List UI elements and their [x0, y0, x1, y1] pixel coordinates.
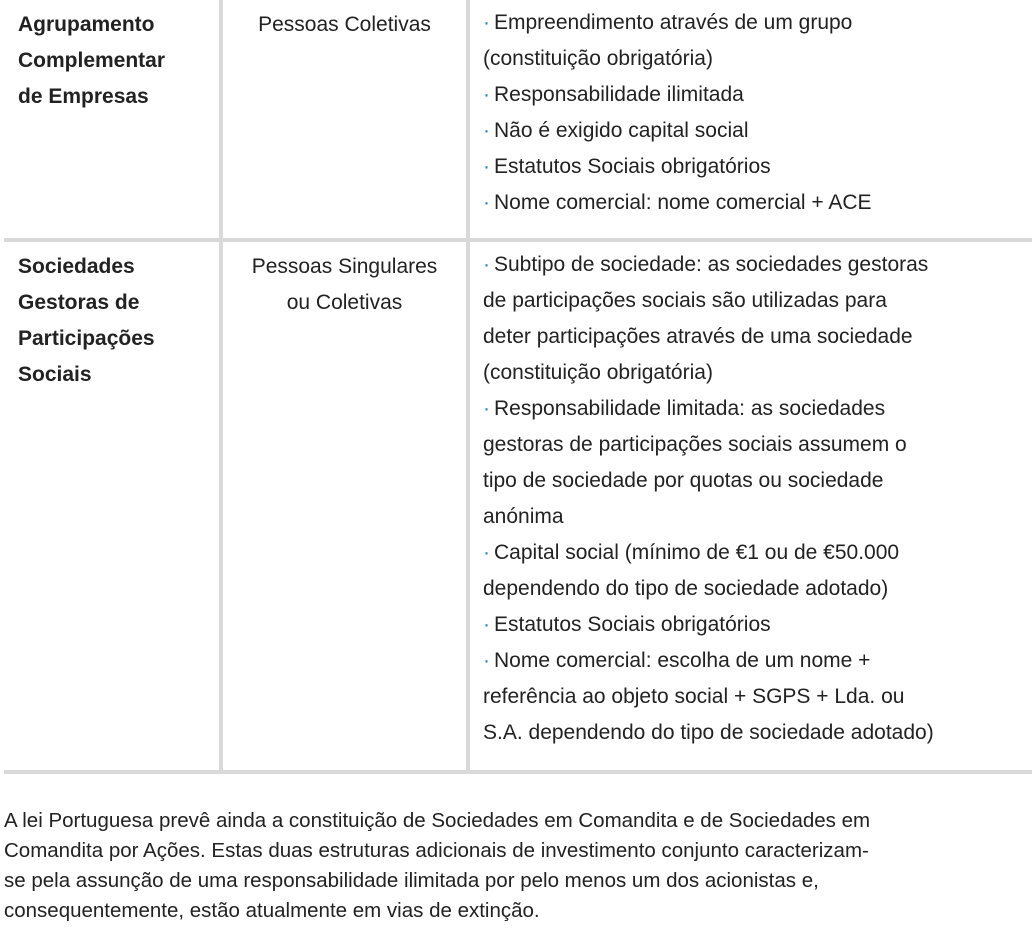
- paragraph-line: Comandita por Ações. Estas duas estruturas adicionais de investimento conjunto caracterizam-: [4, 839, 869, 862]
- entity-name-line: de Empresas: [18, 85, 149, 108]
- feature-item: [483, 5, 1032, 77]
- bullet-icon: ·: [483, 541, 490, 564]
- entity-name-line: Sociedades: [18, 255, 135, 278]
- feature-item: [483, 185, 1032, 221]
- entity-name-line: Participações: [18, 327, 155, 350]
- feature-text: Responsabilidade ilimitada: [494, 83, 744, 106]
- feature-text: Nome comercial: nome comercial + ACE: [494, 191, 872, 214]
- entity-name-line: Sociais: [18, 363, 92, 386]
- feature-text: Estatutos Sociais obrigatórios: [494, 613, 771, 636]
- bullet-icon: ·: [483, 613, 490, 636]
- bullet-icon: ·: [483, 119, 490, 142]
- bullet-icon: ·: [483, 11, 490, 34]
- feature-item: [483, 77, 1032, 113]
- feature-item: [483, 535, 1032, 607]
- feature-text: (constituição obrigatória): [483, 47, 713, 70]
- feature-text: Empreendimento através de um grupo: [494, 11, 853, 34]
- entity-name-line: Agrupamento: [18, 13, 155, 36]
- feature-text: Estatutos Sociais obrigatórios: [494, 155, 771, 178]
- table-row: [4, 0, 1032, 242]
- feature-text: (constituição obrigatória): [483, 361, 713, 384]
- entity-type-line: ou Coletivas: [286, 291, 403, 314]
- feature-text: S.A. dependendo do tipo de sociedade adotado): [483, 721, 934, 744]
- feature-item: [483, 607, 1032, 643]
- entity-type-cell: [223, 0, 470, 238]
- feature-item: [483, 113, 1032, 149]
- entity-type-line: Pessoas Coletivas: [258, 13, 431, 36]
- bullet-icon: ·: [483, 155, 490, 178]
- bullet-icon: ·: [483, 649, 490, 672]
- feature-text: Nome comercial: escolha de um nome +: [494, 649, 871, 672]
- paragraph-line: A lei Portuguesa prevê ainda a constituição de Sociedades em Comandita e de Sociedades em: [4, 809, 871, 832]
- feature-text: Capital social (mínimo de €1 ou de €50.000: [494, 541, 900, 564]
- paragraph-line: consequentemente, estão atualmente em vias de extinção.: [4, 899, 540, 922]
- feature-text: Responsabilidade limitada: as sociedades: [494, 397, 886, 420]
- bullet-icon: ·: [483, 83, 490, 106]
- bullet-icon: ·: [483, 191, 490, 214]
- feature-text: Subtipo de sociedade: as sociedades gestoras: [494, 253, 929, 276]
- feature-text: anónima: [483, 505, 564, 528]
- entity-name-line: Complementar: [18, 49, 166, 72]
- feature-text: de participações sociais são utilizadas para: [483, 289, 887, 312]
- feature-item: [483, 149, 1032, 185]
- company-types-table: [4, 0, 1032, 774]
- feature-item: [483, 247, 1032, 391]
- bullet-icon: ·: [483, 253, 490, 276]
- bullet-icon: ·: [483, 397, 490, 420]
- feature-text: Não é exigido capital social: [494, 119, 749, 142]
- entity-name-cell: [4, 242, 223, 770]
- body-paragraph: [4, 806, 1028, 926]
- feature-text: dependendo do tipo de sociedade adotado): [483, 577, 889, 600]
- feature-text: gestoras de participações sociais assumem o: [483, 433, 907, 456]
- entity-name-cell: [4, 0, 223, 238]
- entity-type-line: Pessoas Singulares: [251, 255, 438, 278]
- entity-features-cell: [470, 0, 1032, 238]
- feature-text: deter participações através de uma sociedade: [483, 325, 913, 348]
- entity-name-line: Gestoras de: [18, 291, 140, 314]
- table-row: [4, 242, 1032, 774]
- paragraph-line: se pela assunção de uma responsabilidade ilimitada por pelo menos um dos acionistas e,: [4, 869, 819, 892]
- feature-text: referência ao objeto social + SGPS + Lda. ou: [483, 685, 905, 708]
- feature-item: [483, 643, 1032, 751]
- feature-text: tipo de sociedade por quotas ou sociedade: [483, 469, 884, 492]
- feature-item: [483, 391, 1032, 535]
- entity-type-cell: [223, 242, 470, 770]
- entity-features-cell: [470, 242, 1032, 770]
